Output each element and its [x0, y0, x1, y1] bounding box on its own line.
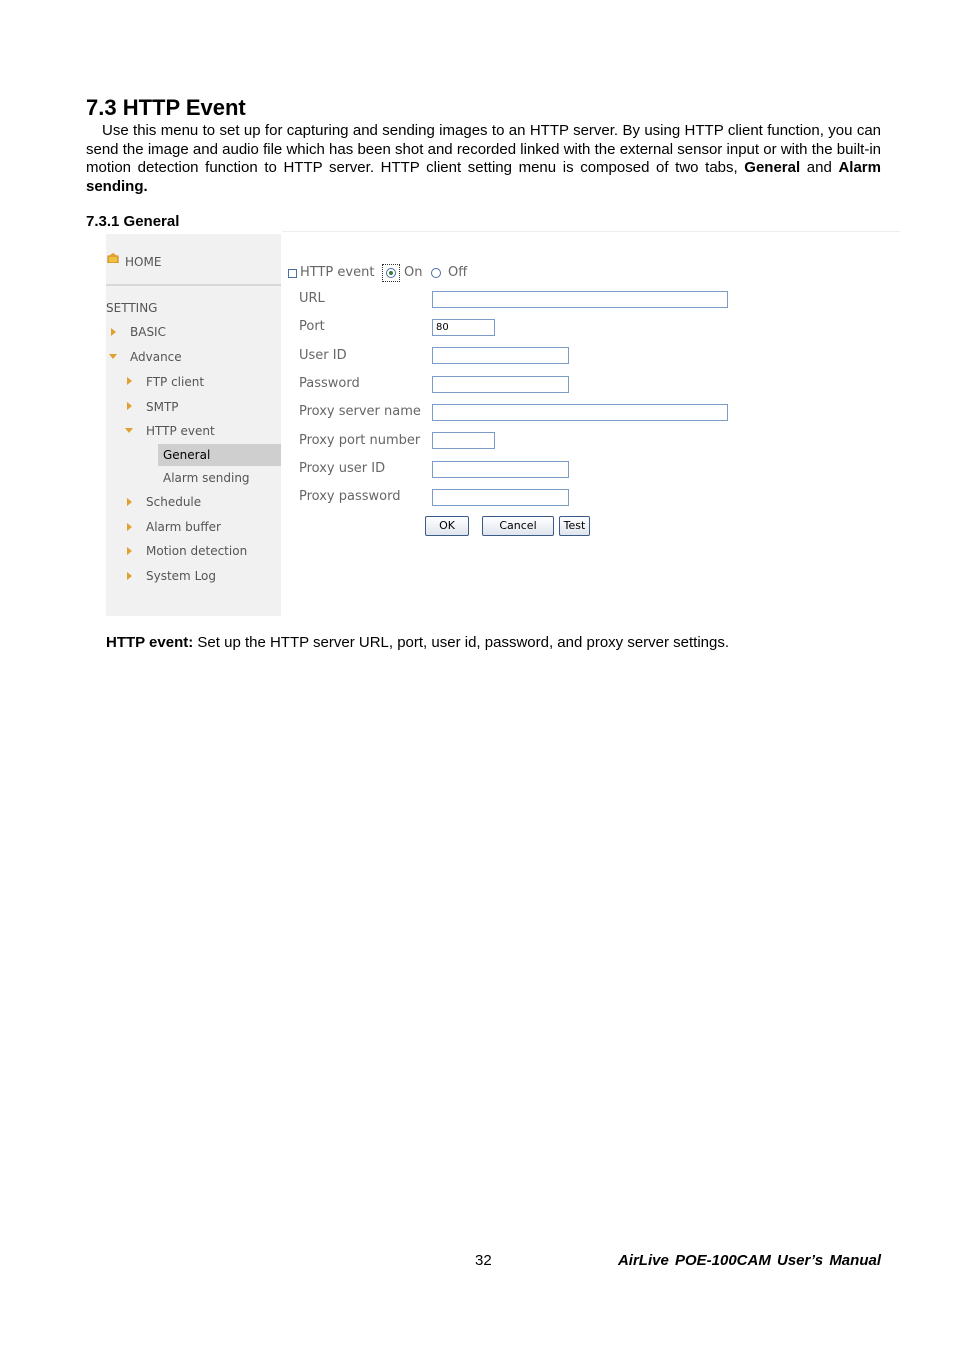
url-label: URL: [299, 291, 325, 306]
sidebar-home[interactable]: HOME: [125, 255, 162, 269]
collapse-arrow-icon: [125, 428, 133, 433]
sidebar-item-http-event[interactable]: HTTP event: [146, 424, 215, 438]
sidebar-item-ftp-client[interactable]: FTP client: [146, 375, 205, 389]
description-term: HTTP event:: [106, 634, 194, 651]
expand-arrow-icon: [127, 402, 132, 410]
http-event-checkbox[interactable]: [288, 269, 297, 278]
proxy-port-number-field[interactable]: [432, 432, 495, 449]
expand-arrow-icon: [127, 547, 132, 555]
url-field[interactable]: [432, 291, 728, 308]
proxy-server-name-field[interactable]: [432, 404, 728, 421]
http-event-description: [106, 634, 729, 651]
test-button[interactable]: Test: [559, 516, 590, 536]
sidebar-item-general[interactable]: General: [163, 448, 211, 462]
port-label: Port: [299, 319, 325, 334]
intro-paragraph: [86, 122, 881, 196]
sidebar-item-advance[interactable]: Advance: [130, 350, 182, 364]
user-id-label: User ID: [299, 348, 347, 363]
section-title: 7.3 HTTP Event: [86, 95, 246, 120]
proxy-password-label: Proxy password: [299, 489, 401, 504]
http-event-label: HTTP event: [300, 265, 375, 280]
sidebar-item-alarm-sending[interactable]: Alarm sending: [163, 471, 250, 485]
ok-button[interactable]: OK: [425, 516, 469, 536]
sidebar-divider: [106, 284, 281, 286]
screenshot-top-border: [282, 231, 900, 232]
http-event-on-radio[interactable]: [386, 268, 396, 278]
password-label: Password: [299, 376, 360, 391]
expand-arrow-icon: [127, 498, 132, 506]
description-text: Set up the HTTP server URL, port, user id, password, and proxy server settings.: [193, 634, 730, 651]
http-event-on-label: On: [404, 265, 423, 280]
sidebar-setting-heading: SETTING: [106, 301, 158, 315]
page-number: 32: [475, 1252, 492, 1269]
proxy-user-id-label: Proxy user ID: [299, 461, 386, 476]
proxy-server-name-label: Proxy server name: [299, 404, 421, 419]
expand-arrow-icon: [127, 377, 132, 385]
sidebar-item-system-log[interactable]: System Log: [146, 569, 216, 583]
proxy-password-field[interactable]: [432, 489, 569, 506]
http-event-off-radio[interactable]: [431, 268, 441, 278]
subsection-title: 7.3.1 General: [86, 213, 180, 230]
home-icon: [107, 253, 119, 263]
sidebar-item-schedule[interactable]: Schedule: [146, 495, 202, 509]
sidebar-item-smtp[interactable]: SMTP: [146, 400, 179, 414]
user-id-field[interactable]: [432, 347, 569, 364]
sidebar-item-alarm-buffer[interactable]: Alarm buffer: [146, 520, 221, 534]
expand-arrow-icon: [127, 572, 132, 580]
http-event-off-label: Off: [448, 265, 468, 280]
expand-arrow-icon: [127, 523, 132, 531]
intro-alarm-sending: Alarm sending.: [86, 159, 881, 195]
proxy-port-number-label: Proxy port number: [299, 433, 421, 448]
cancel-button[interactable]: Cancel: [482, 516, 554, 536]
intro-text: Use this menu to set up for capturing and sending images to an HTTP server. By using HTTP client function, you can send the image and audio file which has been shot and recorded linked with the external sensor input or with the built-in motion detection function to HTTP server. HTTP client setting menu is composed of two tabs,: [86, 122, 881, 176]
proxy-user-id-field[interactable]: [432, 461, 569, 478]
intro-and: and: [800, 159, 839, 176]
sidebar-item-basic[interactable]: BASIC: [130, 325, 166, 339]
manual-title: AirLive POE-100CAM User’s Manual: [617, 1252, 881, 1269]
password-field[interactable]: [432, 376, 569, 393]
port-field[interactable]: 80: [432, 319, 495, 336]
expand-arrow-icon: [111, 328, 116, 336]
sidebar-item-motion-detection[interactable]: Motion detection: [146, 544, 248, 558]
intro-general: General: [744, 159, 801, 176]
collapse-arrow-icon: [109, 354, 117, 359]
